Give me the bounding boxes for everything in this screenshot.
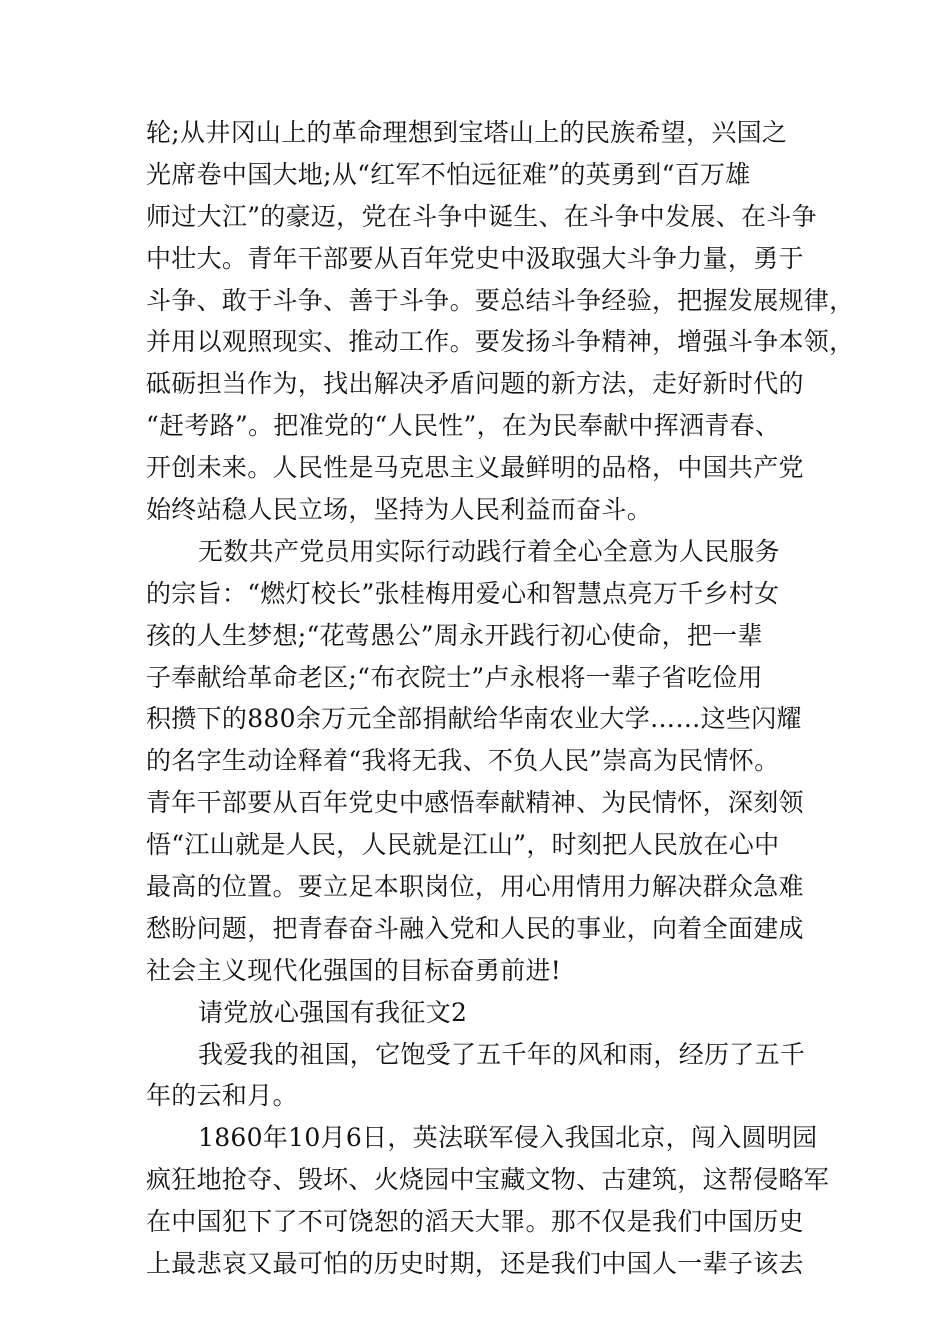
paragraph-start-line: 1860年10月6日，英法联军侵入我国北京，闯入圆明园 — [198, 1123, 818, 1153]
text-line: 砥砺担当作为，找出解决矛盾问题的新方法，走好新时代的 — [146, 369, 804, 399]
body-text — [146, 112, 855, 1285]
text-line: 始终站稳人民立场，坚持为人民利益而奋斗。 — [146, 495, 653, 525]
text-line: 疯狂地抢夺、毁坏、火烧园中宝藏文物、古建筑，这帮侵略军 — [146, 1165, 830, 1195]
text-line: 中壮大。青年干部要从百年党史中汲取强大斗争力量，勇于 — [146, 243, 804, 273]
paragraph-start-line: 无数共产党员用实际行动践行着全心全意为人民服务 — [198, 536, 780, 566]
text-line: 斗争、敢于斗争、善于斗争。要总结斗争经验，把握发展规律， — [146, 285, 855, 315]
text-line: 最高的位置。要立足本职岗位，用心用情用力解决群众急难 — [146, 872, 804, 902]
text-line: 上最悲哀又最可怕的历史时期，还是我们中国人一辈子该去 — [146, 1249, 804, 1279]
text-line: 并用以观照现实、推动工作。要发扬斗争精神，增强斗争本领， — [146, 327, 855, 357]
text-line: 愁盼问题，把青春奋斗融入党和人民的事业，向着全面建成 — [146, 913, 804, 943]
section-heading: 请党放心强国有我征文2 — [198, 997, 468, 1027]
text-line: 光席卷中国大地;从“红军不怕远征难”的英勇到“百万雄 — [146, 159, 751, 189]
text-line: 师过大江”的豪迈，党在斗争中诞生、在斗争中发展、在斗争 — [146, 201, 817, 231]
text-line: 的名字生动诠释着“我将无我、不负人民”崇高为民情怀。 — [146, 746, 780, 776]
text-line: 在中国犯下了不可饶恕的滔天大罪。那不仅是我们中国历史 — [146, 1207, 804, 1237]
text-line: 子奉献给革命老区;“布衣院士”卢永根将一辈子省吃俭用 — [146, 662, 763, 692]
text-line: 悟“江山就是人民，人民就是江山”，时刻把人民放在心中 — [146, 830, 780, 860]
text-line: 的宗旨：“燃灯校长”张桂梅用爱心和智慧点亮万千乡村女 — [146, 578, 780, 608]
text-line: “赶考路”。把准党的“人民性”，在为民奉献中挥洒青春、 — [146, 411, 781, 441]
text-line: 社会主义现代化强国的目标奋勇前进! — [146, 955, 562, 985]
text-line: 孩的人生梦想;“花莺愚公”周永开践行初心使命，把一辈 — [146, 620, 763, 650]
text-line: 年的云和月。 — [146, 1081, 298, 1111]
text-line: 轮;从井冈山上的革命理想到宝塔山上的民族希望，兴国之 — [146, 118, 788, 147]
text-line: 积攒下的880余万元全部捐献给华南农业大学……这些闪耀 — [146, 704, 802, 734]
text-line: 青年干部要从百年党史中感悟奉献精神、为民情怀，深刻领 — [146, 788, 804, 818]
text-line: 开创未来。人民性是马克思主义最鲜明的品格，中国共产党 — [146, 453, 804, 483]
paragraph-start-line: 我爱我的祖国，它饱受了五千年的风和雨，经历了五千 — [198, 1039, 806, 1069]
